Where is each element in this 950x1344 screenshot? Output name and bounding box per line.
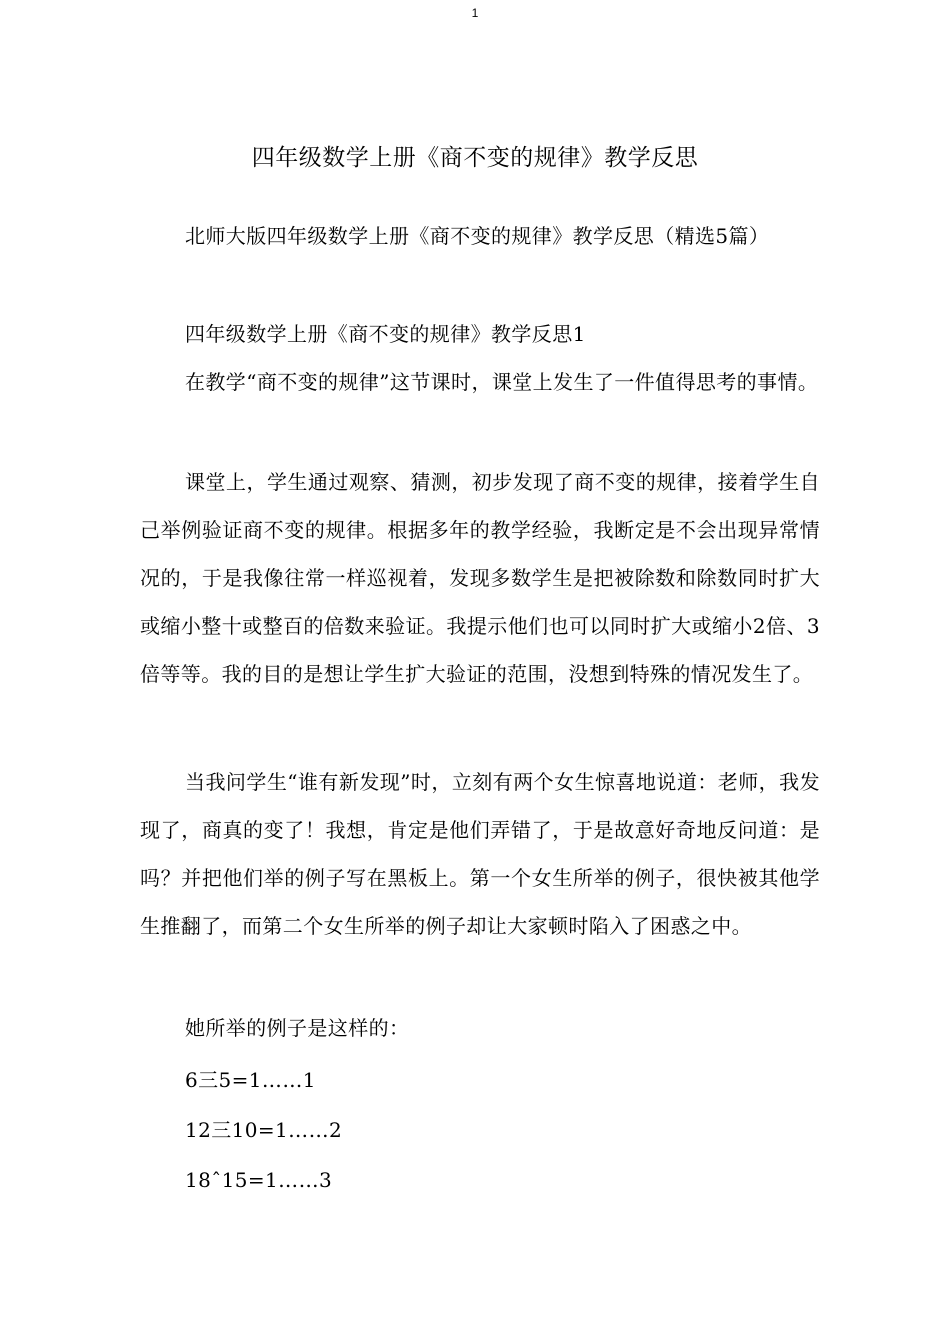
example-equation: 18ˆ15=1……3	[185, 1168, 333, 1192]
example-equation: 12三10=1……2	[185, 1118, 343, 1142]
intro-paragraph: 北师大版四年级数学上册《商不变的规律》教学反思（精选5篇）	[185, 224, 770, 248]
section-subtitle: 四年级数学上册《商不变的规律》教学反思1	[185, 322, 586, 346]
body-paragraph: 在教学“商不变的规律”这节课时，课堂上发生了一件值得思考的事情。	[185, 370, 819, 394]
body-paragraph: 课堂上，学生通过观察、猜测，初步发现了商不变的规律，接着学生自己举例验证商不变的规律。根据多年的教学经验，我断定是不会出现异常情况的，于是我像往常一样巡视着，发现多数学生是把被除数和除数同时扩大或缩小整十或整百的倍数来验证。我提示他们也可以同时扩大或缩小2倍、3倍等等。我的目的是想让学生扩大验证的范围，没想到特殊的情况发生了。	[140, 470, 820, 686]
body-paragraph: 当我问学生“谁有新发现”时，立刻有两个女生惊喜地说道：老师，我发现了，商真的变了！我想，肯定是他们弄错了，于是故意好奇地反问道：是吗？并把他们举的例子写在黑板上。第一个女生所举的例子，很快被其他学生推翻了，而第二个女生所举的例子却让大家顿时陷入了困惑之中。	[140, 770, 820, 938]
document-title: 四年级数学上册《商不变的规律》教学反思	[251, 145, 699, 171]
page-number: 1	[471, 6, 479, 20]
example-equation: 6三5=1……1	[185, 1068, 316, 1092]
body-paragraph: 她所举的例子是这样的：	[185, 1016, 410, 1040]
